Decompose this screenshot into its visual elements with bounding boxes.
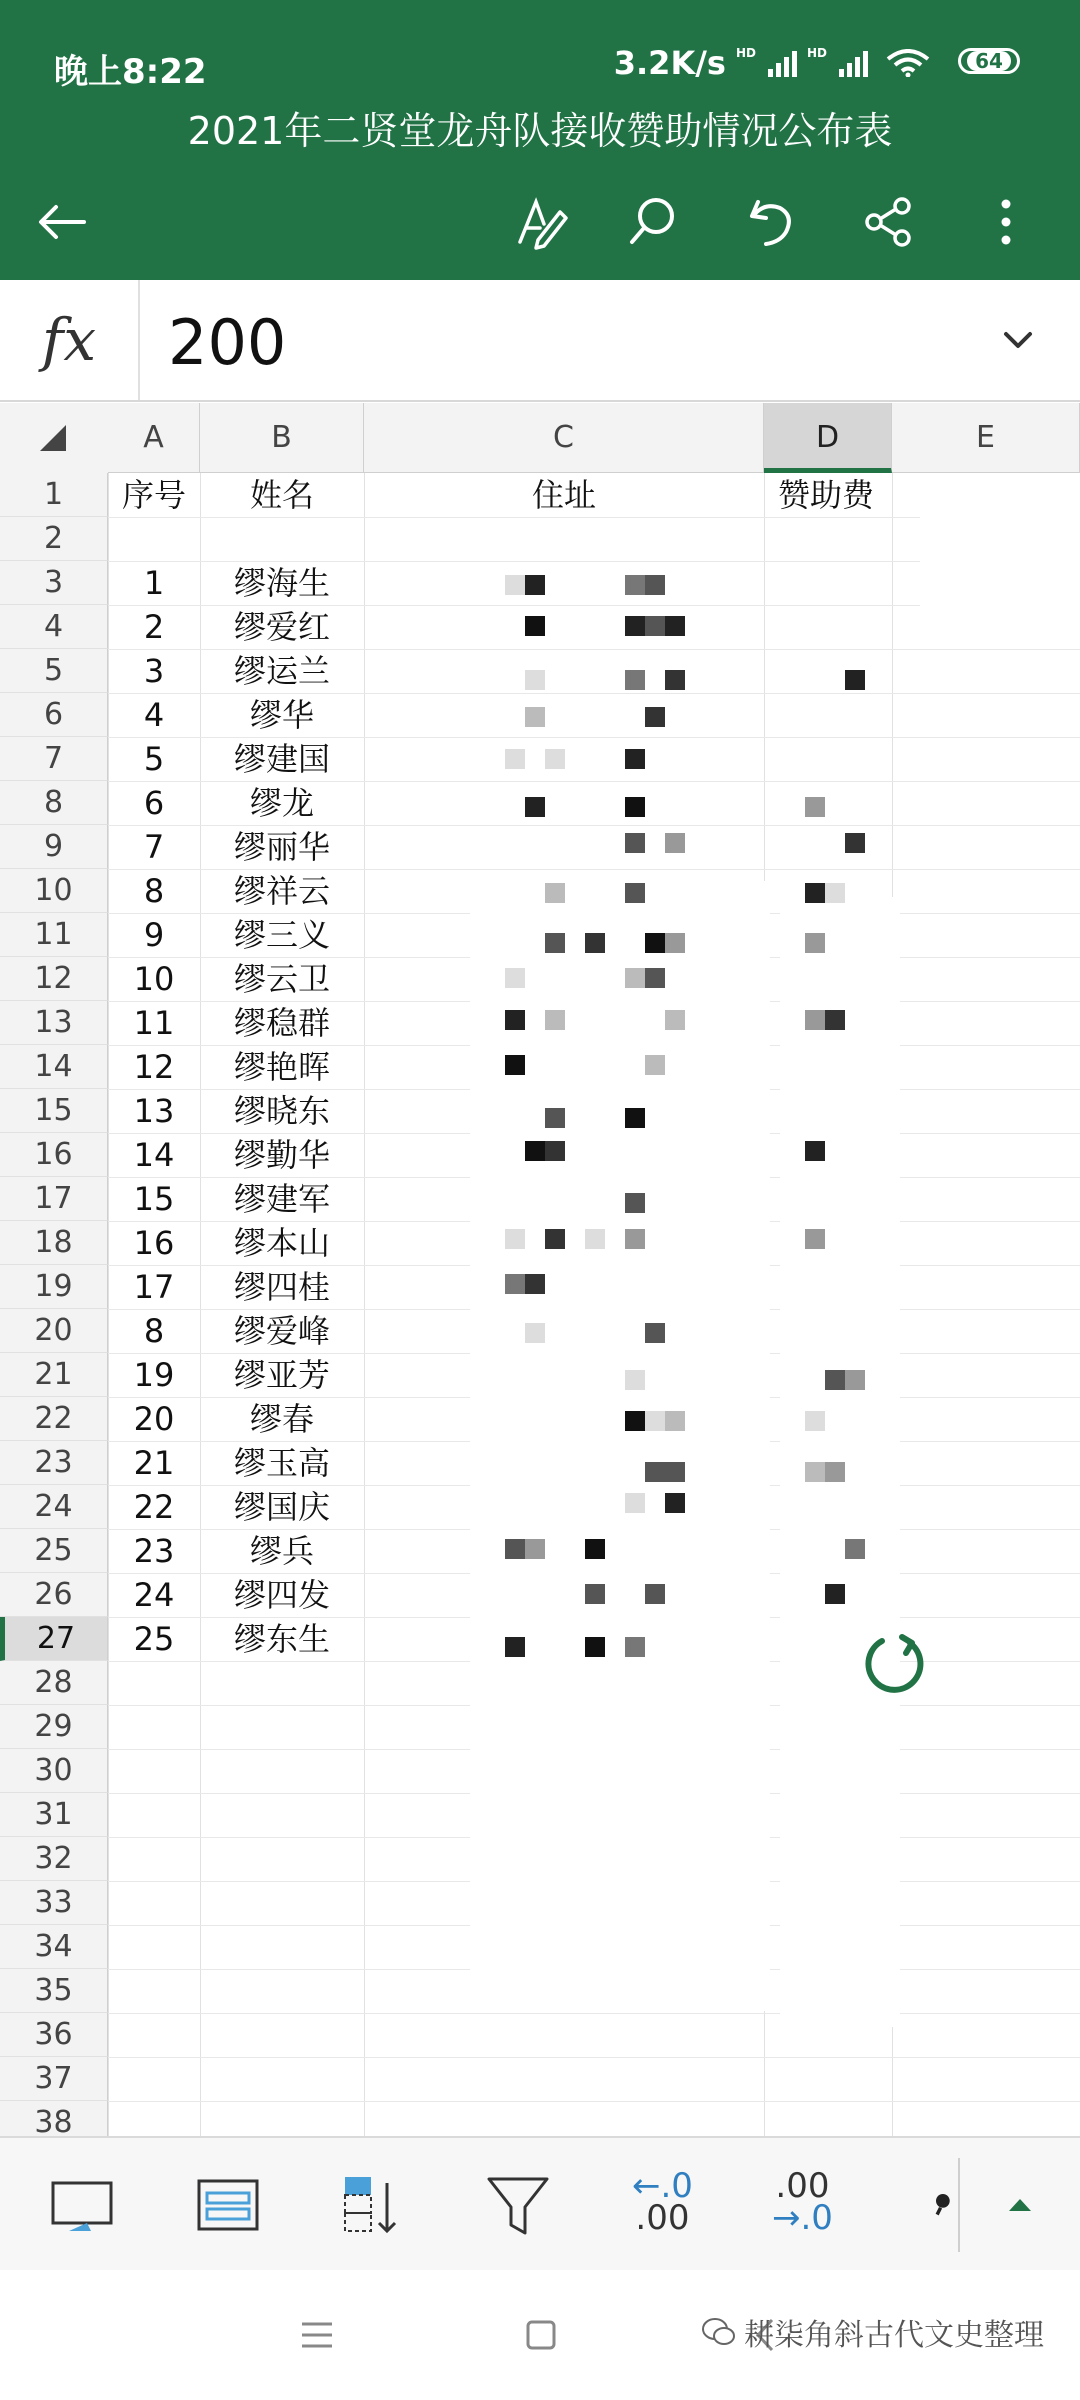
row-header-30[interactable]: 30: [0, 1749, 108, 1793]
row-header-28[interactable]: 28: [0, 1661, 108, 1705]
redaction-pixel: [545, 933, 565, 953]
cell-seq[interactable]: 5: [143, 740, 165, 778]
redaction-pixel: [645, 1584, 665, 1604]
cell-name[interactable]: 缪玉高: [233, 1444, 330, 1482]
row-header-35[interactable]: 35: [0, 1969, 108, 2013]
cell-name[interactable]: 缪海生: [233, 564, 330, 602]
cell-seq[interactable]: 23: [133, 1532, 175, 1570]
redaction-mask: [470, 881, 770, 2011]
signal-icon-2: [839, 49, 868, 77]
formula-bar: [0, 280, 1080, 402]
row-header-26[interactable]: 26: [0, 1573, 108, 1617]
redaction-pixel: [825, 1462, 845, 1482]
redaction-pixel: [845, 1370, 865, 1390]
row-header-37[interactable]: 37: [0, 2057, 108, 2101]
cell-name[interactable]: 缪春: [249, 1400, 314, 1438]
redaction-pixel: [545, 1108, 565, 1128]
cell-name[interactable]: 缪祥云: [233, 872, 330, 910]
row-header-24[interactable]: 24: [0, 1485, 108, 1529]
redaction-pixel: [825, 1584, 845, 1604]
redaction-pixel: [805, 1229, 825, 1249]
cell-seq[interactable]: 3: [143, 652, 165, 690]
cell-seq[interactable]: 12: [133, 1048, 175, 1086]
row-header-33[interactable]: 33: [0, 1881, 108, 1925]
fx-label: fx: [0, 280, 140, 400]
cell-seq[interactable]: 25: [133, 1620, 175, 1658]
column-header-d[interactable]: D: [764, 403, 892, 473]
column-header-a[interactable]: A: [108, 403, 200, 473]
row-header-17[interactable]: 17: [0, 1177, 108, 1221]
row-header-23[interactable]: 23: [0, 1441, 108, 1485]
row-header-12[interactable]: 12: [0, 957, 108, 1001]
redaction-pixel: [625, 1193, 645, 1213]
redaction-mask: [920, 473, 1080, 623]
sort-icon[interactable]: [332, 2166, 412, 2246]
redaction-pixel: [505, 1274, 525, 1294]
redaction-pixel: [825, 883, 845, 903]
redaction-pixel: [585, 1539, 605, 1559]
cell-name[interactable]: 缪云卫: [233, 960, 330, 998]
row-header-27[interactable]: 27: [0, 1617, 108, 1661]
cell-seq[interactable]: 14: [133, 1136, 175, 1174]
more-tools-icon[interactable]: [920, 2166, 960, 2246]
more-vertical-icon[interactable]: [974, 190, 1038, 254]
cell-name[interactable]: 缪龙: [249, 784, 314, 822]
column-gridline: [364, 473, 365, 2136]
freeze-panes-icon[interactable]: [42, 2166, 122, 2246]
redaction-pixel: [625, 616, 645, 636]
redaction-pixel: [525, 575, 545, 595]
cell-name[interactable]: 缪稳群: [233, 1004, 330, 1042]
cell-name[interactable]: 缪四桂: [233, 1268, 330, 1306]
row-header-18[interactable]: 18: [0, 1221, 108, 1265]
row-gridline: [108, 2101, 1080, 2102]
redaction-pixel: [585, 1229, 605, 1249]
cell-seq[interactable]: 4: [143, 696, 165, 734]
redaction-pixel: [545, 1229, 565, 1249]
cell-seq[interactable]: 7: [143, 828, 165, 866]
redaction-pixel: [805, 933, 825, 953]
row-header-21[interactable]: 21: [0, 1353, 108, 1397]
status-bar: [0, 0, 1080, 110]
select-all-corner[interactable]: [0, 403, 109, 474]
redaction-pixel: [505, 1539, 525, 1559]
redaction-pixel: [505, 749, 525, 769]
redaction-pixel: [525, 797, 545, 817]
cell-seq[interactable]: 19: [133, 1356, 175, 1394]
redaction-pixel: [505, 575, 525, 595]
row-header-2[interactable]: 2: [0, 517, 108, 561]
redaction-pixel: [625, 833, 645, 853]
undo-icon[interactable]: [740, 190, 804, 254]
cell-seq[interactable]: 24: [133, 1576, 175, 1614]
row-header-20[interactable]: 20: [0, 1309, 108, 1353]
row-header-22[interactable]: 22: [0, 1397, 108, 1441]
cell-seq[interactable]: 17: [133, 1268, 175, 1306]
decrease-decimal-button[interactable]: ←.0 .00: [632, 2166, 693, 2238]
cell-name[interactable]: 缪勤华: [233, 1136, 330, 1174]
spreadsheet-grid[interactable]: [0, 403, 1080, 2136]
redaction-pixel: [585, 933, 605, 953]
bottom-ribbon: [0, 2136, 1080, 2272]
cell-seq[interactable]: 13: [133, 1092, 175, 1130]
cell-name[interactable]: 缪建军: [233, 1180, 330, 1218]
cell-name[interactable]: 缪艳晖: [233, 1048, 330, 1086]
redaction-pixel: [825, 1010, 845, 1030]
select-all-triangle-icon: [40, 425, 66, 451]
redaction-pixel: [665, 1010, 685, 1030]
cell-name[interactable]: 缪运兰: [233, 652, 330, 690]
column-header-c[interactable]: C: [364, 403, 764, 473]
redaction-pixel: [625, 797, 645, 817]
redaction-pixel: [625, 1411, 645, 1431]
redaction-pixel: [805, 1462, 825, 1482]
redaction-pixel: [665, 1411, 685, 1431]
redaction-pixel: [645, 1411, 665, 1431]
row-header-8[interactable]: 8: [0, 781, 108, 825]
cell-name[interactable]: 缪晓东: [233, 1092, 330, 1130]
status-time: 晚上8:22: [54, 52, 207, 92]
redaction-pixel: [625, 1370, 645, 1390]
redaction-pixel: [845, 670, 865, 690]
cell-seq[interactable]: 21: [133, 1444, 175, 1482]
redaction-pixel: [505, 1637, 525, 1657]
row-header-38[interactable]: 38: [0, 2101, 108, 2136]
redaction-pixel: [665, 1493, 685, 1513]
redaction-pixel: [525, 670, 545, 690]
redaction-pixel: [645, 968, 665, 988]
redaction-pixel: [545, 883, 565, 903]
redaction-pixel: [625, 749, 645, 769]
row-header-4[interactable]: 4: [0, 605, 108, 649]
row-header-34[interactable]: 34: [0, 1925, 108, 1969]
redaction-pixel: [525, 1539, 545, 1559]
cell-name[interactable]: 缪兵: [249, 1532, 314, 1570]
row-header-1[interactable]: 1: [0, 473, 108, 517]
cell-seq[interactable]: 9: [143, 916, 165, 954]
redaction-pixel: [805, 883, 825, 903]
back-arrow-icon[interactable]: [30, 190, 94, 254]
row-gridline: [108, 2057, 1080, 2058]
app-header: [0, 0, 1080, 280]
expand-ribbon-icon[interactable]: [980, 2166, 1060, 2246]
cell-seq[interactable]: 16: [133, 1224, 175, 1262]
cell-seq[interactable]: 22: [133, 1488, 175, 1526]
redaction-pixel: [545, 1141, 565, 1161]
column-header-b[interactable]: B: [200, 403, 364, 473]
row-header-16[interactable]: 16: [0, 1133, 108, 1177]
row-header-19[interactable]: 19: [0, 1265, 108, 1309]
redaction-pixel: [505, 1010, 525, 1030]
redaction-pixel: [585, 1637, 605, 1657]
cell-name[interactable]: 缪爱红: [233, 608, 330, 646]
redaction-pixel: [805, 797, 825, 817]
redaction-pixel: [625, 1108, 645, 1128]
redaction-pixel: [645, 1055, 665, 1075]
hd-label-1: HD: [735, 46, 756, 60]
redaction-pixel: [505, 1055, 525, 1075]
redaction-pixel: [625, 670, 645, 690]
wifi-icon: [886, 49, 930, 77]
cell-d1[interactable]: 赞助费: [778, 476, 875, 514]
row-header-31[interactable]: 31: [0, 1793, 108, 1837]
row-header-25[interactable]: 25: [0, 1529, 108, 1573]
redaction-pixel: [645, 1323, 665, 1343]
row-header-11[interactable]: 11: [0, 913, 108, 957]
cell-seq[interactable]: 8: [143, 1312, 165, 1350]
redaction-pixel: [505, 968, 525, 988]
cell-name[interactable]: 缪本山: [233, 1224, 330, 1262]
redaction-pixel: [805, 1010, 825, 1030]
chevron-down-icon[interactable]: [996, 318, 1040, 362]
cell-seq[interactable]: 6: [143, 784, 165, 822]
cell-name[interactable]: 缪亚芳: [233, 1356, 330, 1394]
row-header-32[interactable]: 32: [0, 1837, 108, 1881]
hd-label-2: HD: [806, 46, 827, 60]
redaction-pixel: [625, 575, 645, 595]
redaction-pixel: [805, 1411, 825, 1431]
redaction-pixel: [645, 933, 665, 953]
status-indicators: [614, 44, 930, 82]
increase-decimal-button[interactable]: .00 →.0: [772, 2166, 833, 2238]
row-header-7[interactable]: 7: [0, 737, 108, 781]
battery-indicator: 64: [958, 48, 1020, 74]
row-header-36[interactable]: 36: [0, 2013, 108, 2057]
menu-lines-icon[interactable]: [292, 2310, 342, 2360]
cell-name[interactable]: 缪东生: [233, 1620, 330, 1658]
cell-name[interactable]: 缪三义: [233, 916, 330, 954]
row-gridline: [108, 2013, 1080, 2014]
redaction-pixel: [545, 749, 565, 769]
cell-name[interactable]: 缪丽华: [233, 828, 330, 866]
cell-name[interactable]: 缪华: [249, 696, 314, 734]
cell-seq[interactable]: 1: [143, 564, 165, 602]
redaction-pixel: [665, 616, 685, 636]
cell-a1[interactable]: 序号: [121, 476, 186, 514]
network-speed: 3.2K/s: [613, 44, 726, 82]
redaction-pixel: [525, 1274, 545, 1294]
redaction-pixel: [805, 1141, 825, 1161]
row-header-10[interactable]: 10: [0, 869, 108, 913]
cell-seq[interactable]: 2: [143, 608, 165, 646]
row-header-3[interactable]: 3: [0, 561, 108, 605]
redaction-pixel: [585, 1584, 605, 1604]
redaction-pixel: [625, 1493, 645, 1513]
redaction-pixel: [825, 1370, 845, 1390]
redaction-pixel: [665, 670, 685, 690]
redaction-pixel: [625, 1637, 645, 1657]
redaction-pixel: [645, 1462, 665, 1482]
home-square-icon[interactable]: [516, 2310, 566, 2360]
row-header-9[interactable]: 9: [0, 825, 108, 869]
redaction-pixel: [625, 1229, 645, 1249]
redaction-pixel: [625, 968, 645, 988]
row-header-15[interactable]: 15: [0, 1089, 108, 1133]
top-toolbar: [0, 170, 1080, 270]
wechat-icon: [702, 2317, 736, 2347]
redaction-pixel: [525, 707, 545, 727]
cell-seq[interactable]: 10: [133, 960, 175, 998]
redaction-pixel: [665, 933, 685, 953]
row-header-5[interactable]: 5: [0, 649, 108, 693]
search-icon[interactable]: [620, 190, 684, 254]
watermark: 耕柒角斜古代文史整理: [702, 2310, 1044, 2354]
redaction-pixel: [845, 833, 865, 853]
document-title: 2021年二贤堂龙舟队接收赞助情况公布表: [187, 109, 893, 153]
cell-seq[interactable]: 20: [133, 1400, 175, 1438]
row-header-13[interactable]: 13: [0, 1001, 108, 1045]
redaction-pixel: [525, 1323, 545, 1343]
redaction-pixel: [545, 1010, 565, 1030]
cell-name[interactable]: 缪四发: [233, 1576, 330, 1614]
cell-seq[interactable]: 11: [133, 1004, 175, 1042]
cell-name[interactable]: 缪国庆: [233, 1488, 330, 1526]
ribbon-separator: [958, 2158, 960, 2252]
redaction-pixel: [665, 1462, 685, 1482]
redaction-pixel: [645, 707, 665, 727]
share-icon[interactable]: [856, 190, 920, 254]
column-header-e[interactable]: E: [892, 403, 1080, 473]
redaction-pixel: [645, 616, 665, 636]
filter-icon[interactable]: [478, 2166, 558, 2246]
redaction-pixel: [625, 883, 645, 903]
cell-seq[interactable]: 15: [133, 1180, 175, 1218]
row-header-29[interactable]: 29: [0, 1705, 108, 1749]
system-navigation-bar: [0, 2270, 1080, 2400]
cell-name[interactable]: 缪建国: [233, 740, 330, 778]
cell-name[interactable]: 缪爱峰: [233, 1312, 330, 1350]
edit-pen-icon[interactable]: [510, 190, 574, 254]
redaction-pixel: [525, 616, 545, 636]
redaction-pixel: [645, 575, 665, 595]
cell-seq[interactable]: 8: [143, 872, 165, 910]
redaction-pixel: [665, 833, 685, 853]
refresh-icon[interactable]: [862, 1631, 928, 1697]
signal-icon: [768, 49, 797, 77]
row-header-6[interactable]: 6: [0, 693, 108, 737]
row-header-14[interactable]: 14: [0, 1045, 108, 1089]
cell-c1[interactable]: 住址: [531, 476, 596, 514]
redaction-pixel: [505, 1229, 525, 1249]
formula-input[interactable]: 200: [168, 306, 287, 379]
table-format-icon[interactable]: [188, 2166, 268, 2246]
redaction-pixel: [525, 1141, 545, 1161]
redaction-pixel: [845, 1539, 865, 1559]
cell-b1[interactable]: 姓名: [249, 476, 314, 514]
